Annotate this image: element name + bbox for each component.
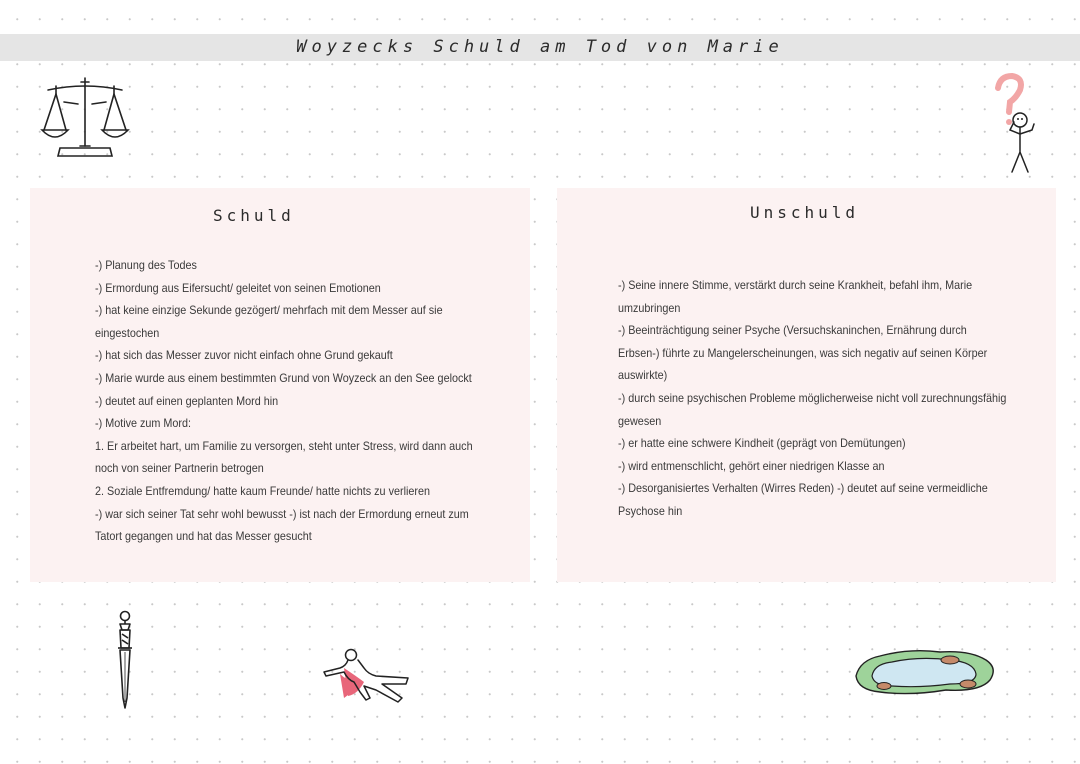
unschuld-line: -) durch seine psychischen Probleme möglicherweise nicht voll zurechnungsfähig [618, 390, 1007, 405]
title-bar [0, 34, 1080, 61]
schuld-line: 1. Er arbeitet hart, um Familie zu versorgen, steht unter Stress, wird dann auch [95, 438, 473, 453]
knife-icon [108, 608, 142, 712]
schuld-line: Tatort gegangen und hat das Messer gesucht [95, 529, 312, 544]
unschuld-line: gewesen [618, 413, 662, 428]
lake-icon [850, 646, 1000, 698]
unschuld-line: -) Beeinträchtigung seiner Psyche (Versuchskaninchen, Ernährung durch [618, 323, 967, 338]
schuld-line: -) hat sich das Messer zuvor nicht einfach ohne Grund gekauft [95, 348, 393, 363]
question-figure-icon [990, 72, 1050, 178]
unschuld-line: -) wird entmenschlicht, gehört einer niedrigen Klasse an [618, 458, 885, 473]
unschuld-line: Psychose hin [618, 503, 683, 518]
schuld-line: noch von seiner Partnerin betrogen [95, 461, 264, 476]
schuld-list [95, 254, 509, 548]
body-outline-icon [318, 646, 414, 708]
schuld-heading: Schuld [213, 206, 295, 225]
page-title: Woyzecks Schuld am Tod von Marie [296, 37, 784, 57]
unschuld-line: -) er hatte eine schwere Kindheit (geprägt von Demütungen) [618, 436, 906, 451]
schuld-line: -) Marie wurde aus einem bestimmten Grund von Woyzeck an den See gelockt [95, 370, 472, 385]
unschuld-line: auswirkte) [618, 368, 668, 383]
schuld-line: -) hat keine einzige Sekunde gezögert/ mehrfach mit dem Messer auf sie [95, 303, 443, 318]
schuld-panel [30, 188, 530, 582]
schuld-line: -) deutet auf einen geplanten Mord hin [95, 393, 279, 408]
unschuld-list [618, 274, 1041, 523]
unschuld-line: umzubringen [618, 300, 681, 315]
schuld-line: -) war sich seiner Tat sehr wohl bewusst -) ist nach der Ermordung erneut zum [95, 506, 469, 521]
unschuld-line: -) Seine innere Stimme, verstärkt durch seine Krankheit, befahl ihm, Marie [618, 278, 973, 292]
unschuld-line: Erbsen-) führte zu Mangelerscheinungen, was sich negativ auf seinen Körper [618, 345, 988, 360]
schuld-line: 2. Soziale Entfremdung/ hatte kaum Freunde/ hatte nichts zu verlieren [95, 483, 430, 498]
schuld-line: -) Planung des Todes [95, 258, 197, 272]
scales-icon [38, 72, 134, 164]
schuld-line: -) Motive zum Mord: [95, 416, 192, 431]
unschuld-panel [557, 188, 1056, 582]
unschuld-heading: Unschuld [750, 203, 860, 222]
schuld-line: -) Ermordung aus Eifersucht/ geleitet von seinen Emotionen [95, 280, 381, 295]
schuld-line: eingestochen [95, 325, 160, 340]
unschuld-line: -) Desorganisiertes Verhalten (Wirres Reden) -) deutet auf seine vermeidliche [618, 481, 988, 496]
